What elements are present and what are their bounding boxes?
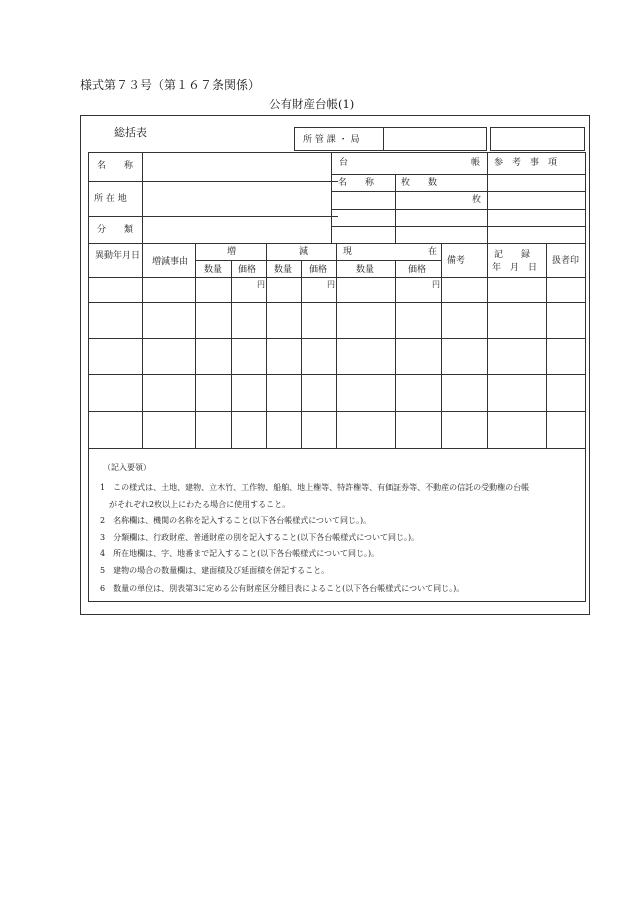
note-item: 2 名称欄は、機関の名称を記入すること(以下各台帳様式について同じ。)。 [100,516,372,525]
reason-col-header: 増減事由 [152,257,189,267]
increase-col-header: 増 [227,247,237,257]
summary-label: 総括表 [114,126,147,139]
current-qty-header: 数量 [356,265,375,275]
extra-box[interactable] [490,127,585,151]
current-col-header-2: 在 [428,247,438,257]
name-label: 名 称 [97,161,134,171]
page-title: 公有財産台帳(1) [269,97,355,111]
ledger-label: 台 [339,158,349,168]
handler-col-header: 扱者印 [552,256,580,266]
decrease-col-header: 減 [299,247,309,257]
yen-unit: 円 [257,280,265,289]
current-price-header: 価格 [408,265,427,275]
yen-unit: 円 [327,280,335,289]
note-item: がそれぞれ2枚以上にわたる場合に使用すること。 [109,500,291,509]
note-item: 4 所在地欄は、字、地番まで記入すること(以下各台帳様式について同じ。)。 [100,549,380,558]
sheets-unit: 枚 [472,195,482,205]
note-item: 6 数量の単位は、別表第3に定める公有財産区分種目表によること(以下各台帳様式について同じ。)。 [100,584,465,593]
reference-label: 参 考 事 項 [494,158,558,168]
decrease-qty-header: 数量 [274,265,293,275]
ledger-sheets-label: 枚 数 [401,178,438,188]
record-date-header: 年 月 日 [492,263,538,273]
yen-unit: 円 [432,280,440,289]
dept-label: 所 管 課 ・ 局 [303,135,360,145]
increase-qty-header: 数量 [204,265,223,275]
notes-heading: （記入要領） [103,463,151,472]
decrease-price-header: 価格 [309,265,328,275]
increase-price-header: 価格 [238,265,257,275]
category-label: 分 類 [97,225,134,235]
note-item: 3 分類欄は、行政財産、普通財産の別を記入すること(以下各台帳様式について同じ。)。 [100,533,420,542]
ledger-name-label: 名 称 [338,178,375,188]
form-number: 様式第７３号（第１６７条関係） [80,78,261,92]
date-col-header: 異動年月日 [95,251,141,261]
notes-col-header: 備考 [447,256,466,266]
ledger-label-2: 帳 [471,158,481,168]
note-item: 5 建物の場合の数量欄は、建面積及び延面積を併記すること。 [100,566,330,575]
current-col-header: 現 [343,247,353,257]
record-col-header: 記 録 [494,250,531,260]
note-item: 1 この様式は、土地、建物、立木竹、工作物、船舶、地上権等、特許権等、有価証券等、不動産の信託の受動権の台帳 [100,483,530,492]
ledger-form [80,115,590,615]
location-label: 所 在 地 [94,194,127,204]
